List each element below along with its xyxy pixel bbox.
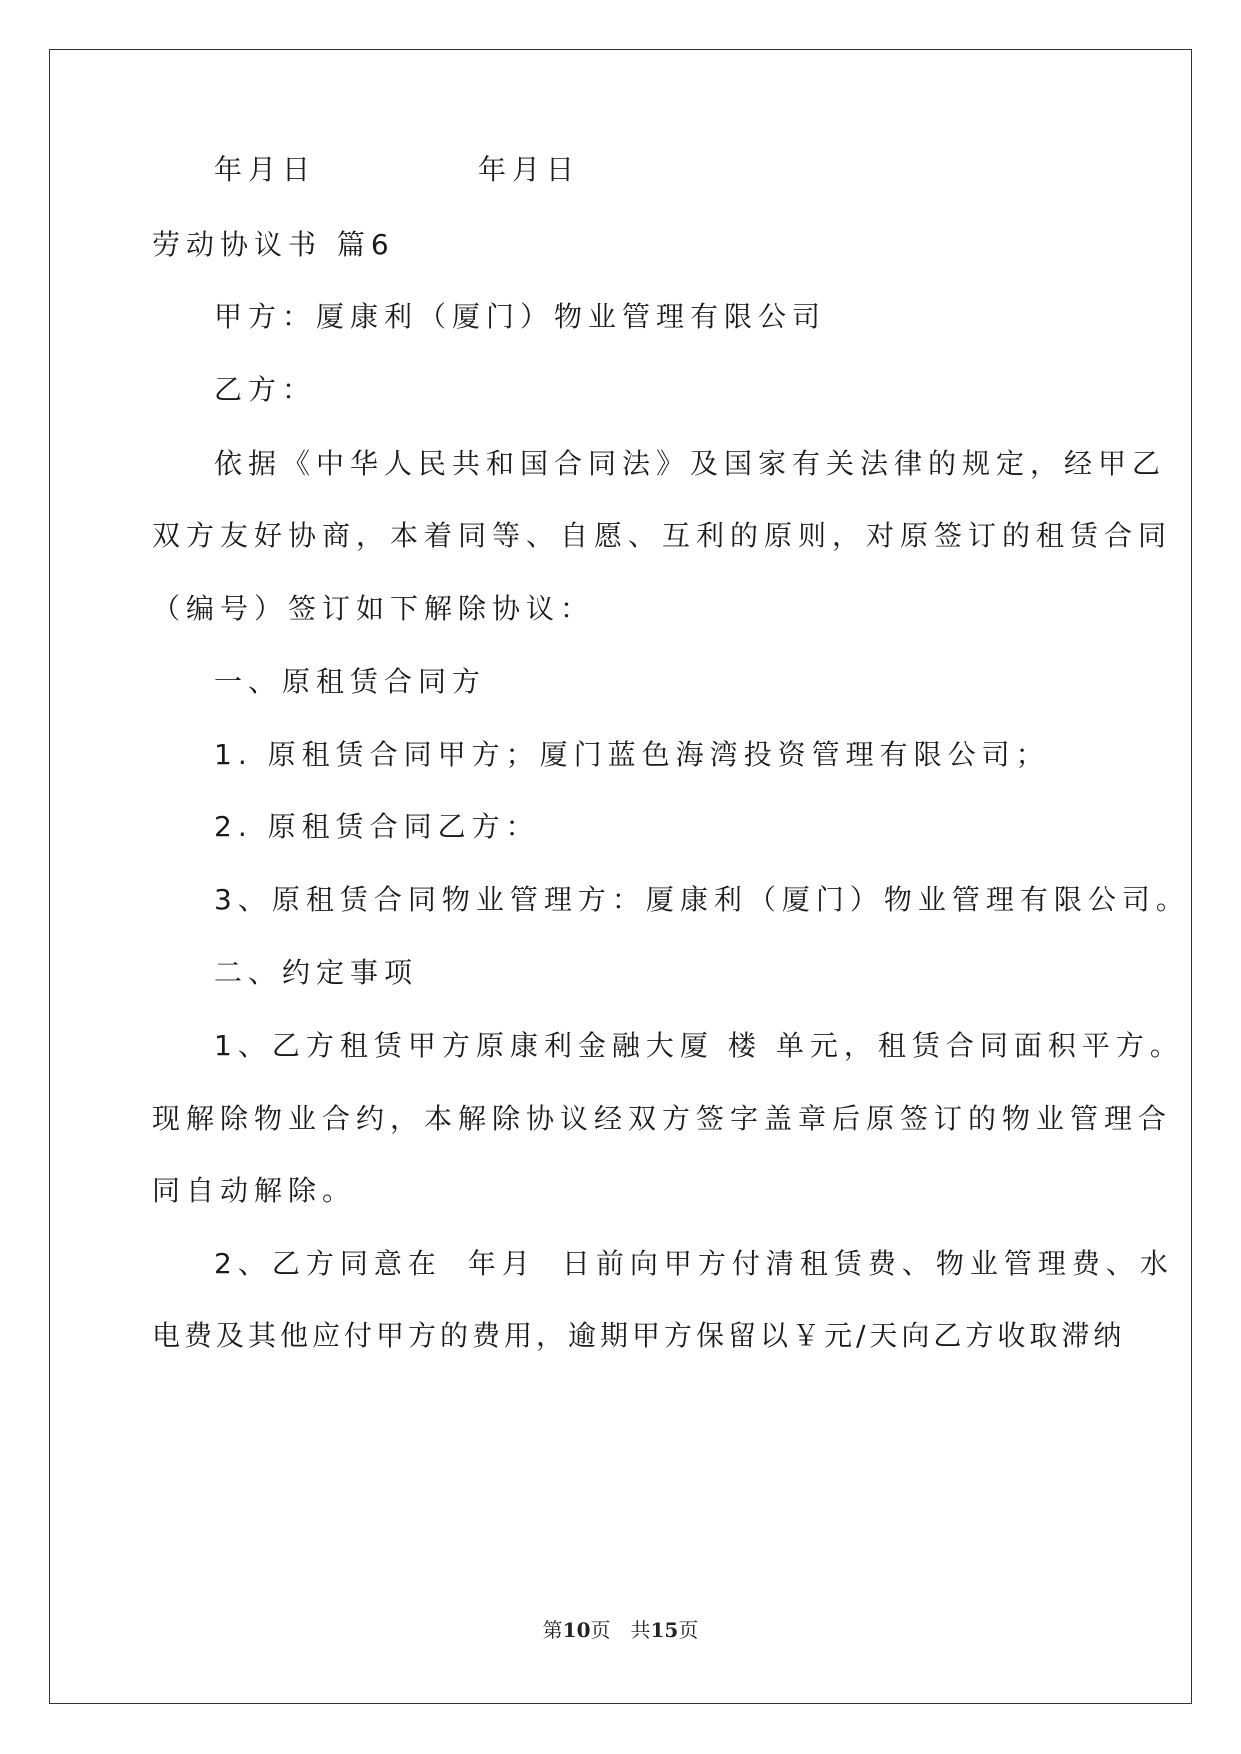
party-a: 甲方：厦康利（厦门）物业管理有限公司 xyxy=(214,300,827,333)
footer-page-number: 10 xyxy=(562,1618,591,1642)
item-2-1-line-2: 现解除物业合约，本解除协议经双方签字盖章后原签订的物业管理合 xyxy=(152,1102,1173,1135)
page-footer xyxy=(0,1616,1241,1644)
item-1-3: 3、原租赁合同物业管理方：厦康利（厦门）物业管理有限公司。 xyxy=(214,883,1190,916)
footer-total-pages: 15 xyxy=(650,1618,679,1642)
item-2-1-part-b: 楼 xyxy=(727,1029,762,1062)
intro-line-1: 依据《中华人民共和国合同法》及国家有关法律的规定，经甲乙 xyxy=(214,447,1167,480)
date-line xyxy=(214,150,316,190)
footer-total-unit: 页 xyxy=(678,1618,699,1642)
intro-line-3: （编号）签订如下解除协议： xyxy=(152,592,595,625)
item-2-1-part-c: 单元，租赁合同面积平方。 xyxy=(775,1029,1184,1062)
item-1-2: 2. 原租赁合同乙方： xyxy=(214,810,540,843)
footer-total-prefix: 共 xyxy=(630,1618,651,1642)
item-2-1-part-a: 1、乙方租赁甲方原康利金融大厦 xyxy=(214,1029,714,1062)
intro-line-2: 双方友好协商，本着同等、自愿、互利的原则，对原签订的租赁合同 xyxy=(152,519,1173,552)
party-b: 乙方： xyxy=(214,373,317,406)
item-2-2-part-a: 2、乙方同意在 xyxy=(214,1247,442,1280)
footer-prefix: 第 xyxy=(542,1618,563,1642)
heading-1: 一、原租赁合同方 xyxy=(214,665,487,698)
footer-page-unit: 页 xyxy=(590,1618,611,1642)
item-2-2-line-2: 电费及其他应付甲方的费用，逾期甲方保留以￥元/天向乙方收取滞纳 xyxy=(152,1319,1126,1352)
item-2-1-line-3: 同自动解除。 xyxy=(152,1174,357,1207)
item-2-2-part-b: 年月 xyxy=(467,1247,536,1280)
item-2-2-line-1 xyxy=(214,1244,1174,1284)
date-line-right xyxy=(478,150,580,190)
date-left: 年月日 xyxy=(214,153,317,186)
heading-2: 二、约定事项 xyxy=(214,956,419,989)
item-2-1-line-1 xyxy=(214,1026,1184,1066)
date-right: 年月日 xyxy=(478,153,581,186)
item-1-1: 1. 原租赁合同甲方；厦门蓝色海湾投资管理有限公司； xyxy=(214,738,1050,771)
section-title: 劳动协议书 篇6 xyxy=(152,228,395,261)
item-2-2-part-c: 日前向甲方付清租赁费、物业管理费、水 xyxy=(561,1247,1174,1280)
